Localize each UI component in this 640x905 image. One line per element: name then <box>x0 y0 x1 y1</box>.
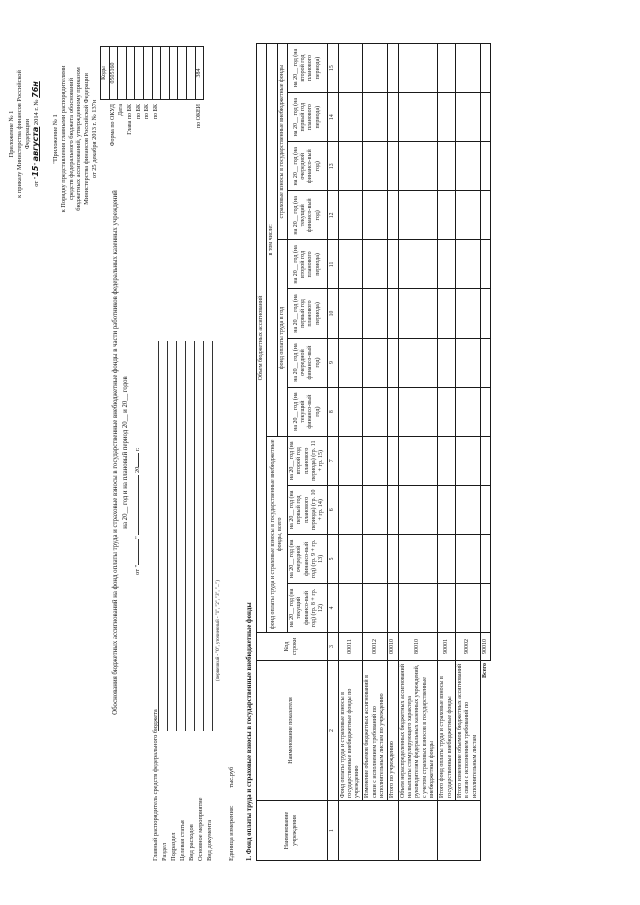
codes-table <box>100 46 204 149</box>
value-cell[interactable] <box>388 240 398 289</box>
value-cell[interactable] <box>455 534 480 583</box>
header-year: на 20__ год (на первый год планового периода) (гр. 10 + гр. 14) <box>287 485 327 534</box>
value-cell[interactable] <box>438 289 456 338</box>
meta-field <box>158 341 159 731</box>
value-cell[interactable] <box>363 44 388 93</box>
form-date <box>134 448 142 575</box>
value-cell[interactable] <box>398 142 438 191</box>
value-cell[interactable] <box>338 289 363 338</box>
table-row <box>438 44 456 861</box>
column-number: 2 <box>327 661 338 801</box>
order-year: 2014 г. № <box>33 99 41 126</box>
header-year: на 20__ год (на текущий финансо-вый год) (гр. 8 + гр. 12) <box>287 583 327 632</box>
date-from: от " <box>134 564 141 575</box>
unit-value: тыс.руб <box>228 766 235 788</box>
header-year: на 20__ год (на очередной финансо-вый год) <box>287 142 327 191</box>
value-cell[interactable] <box>455 583 480 632</box>
value-cell[interactable] <box>438 44 456 93</box>
row-indicator: Объем нераспределенных бюджетных ассигнований на выплаты стимулирующего характера руководителям федеральных казенных учреждений, с учетом страховых взносов в государственные внебюджетные фонды <box>398 661 438 801</box>
row-code: 00012 <box>363 633 388 661</box>
header-fot: фонд оплаты труда в год <box>277 240 287 436</box>
header-year: на 20__ год (на первый год планового периода) <box>287 93 327 142</box>
value-cell[interactable] <box>363 289 388 338</box>
value-cell[interactable] <box>455 240 480 289</box>
meta-field <box>194 341 195 731</box>
value-cell[interactable] <box>338 142 363 191</box>
header-year: на 20__ год (на очередной финансо-вый год) <box>287 338 327 387</box>
code-label <box>161 100 170 150</box>
header-year: на 20__ год (на второй год планового периода) <box>287 44 327 93</box>
value-cell[interactable] <box>480 289 490 338</box>
code-label: по ОКЕИ <box>195 104 202 129</box>
value-cell[interactable] <box>388 436 398 485</box>
code-label: по БК <box>135 104 142 120</box>
order-date-line <box>31 24 41 244</box>
value-cell[interactable] <box>388 583 398 632</box>
value-cell[interactable] <box>398 44 438 93</box>
value-cell[interactable] <box>480 436 490 485</box>
code-value <box>169 47 178 100</box>
title-main: Обоснования бюджетных ассигнований на фонд оплаты труда и страховые взносы в государственные внебюджетные фонды в части работников федеральных казенных учреждений <box>112 190 119 715</box>
table-row <box>455 44 480 861</box>
value-cell[interactable] <box>398 338 438 387</box>
header-year: на 20__ год (на текущий финансо-вый год) <box>287 387 327 436</box>
value-cell[interactable] <box>438 485 456 534</box>
doc-type-hint: (первичный - "0", уточненный - "1", "2", "3", "...") <box>216 580 221 681</box>
appendix-2-line: средств федерального бюджета обоснований <box>67 77 75 201</box>
value-cell[interactable] <box>455 387 480 436</box>
meta-field <box>167 341 168 731</box>
value-cell[interactable] <box>438 338 456 387</box>
value-cell[interactable] <box>455 142 480 191</box>
value-cell[interactable] <box>480 240 490 289</box>
table-row <box>338 44 363 861</box>
value-cell[interactable] <box>388 485 398 534</box>
row-code: 00010 <box>388 633 398 661</box>
value-cell[interactable] <box>438 240 456 289</box>
title-period: на 20__ год и на плановый период 20__ и 20__ годов <box>122 376 130 529</box>
value-cell[interactable] <box>455 338 480 387</box>
code-value: 384 <box>195 47 204 100</box>
row-indicator: Итого по учреждению <box>388 661 398 801</box>
row-indicator: Фонд оплаты труда и страховые взносы в государственные внебюджетные фонды по учреждению <box>338 661 363 801</box>
order-month: августа <box>31 126 41 162</box>
meta-label: Вид документа <box>206 819 213 861</box>
value-cell[interactable] <box>338 240 363 289</box>
row-indicator: Итого изменение объемов бюджетных ассигнований в связи с исполнением требований по исполнительным листам <box>455 661 480 801</box>
code-value <box>135 47 144 100</box>
value-cell[interactable] <box>388 387 398 436</box>
value-cell[interactable] <box>480 44 490 93</box>
column-number: 10 <box>327 289 338 338</box>
value-cell[interactable] <box>363 93 388 142</box>
total-row <box>480 44 490 861</box>
value-cell[interactable] <box>398 534 438 583</box>
code-value <box>126 47 135 100</box>
code-value <box>161 47 170 100</box>
unit-line <box>228 767 236 861</box>
value-cell[interactable] <box>338 44 363 93</box>
row-code: 80010 <box>398 633 438 661</box>
appendix-2-line: от 25 декабря 2013 г. № 137н <box>91 99 99 179</box>
header-year: на 20__ год (на текущий финансо-вый год) <box>287 191 327 240</box>
value-cell[interactable] <box>480 534 490 583</box>
meta-label: Раздел <box>161 842 168 861</box>
column-number: 8 <box>327 387 338 436</box>
table-row <box>363 44 388 861</box>
header-indicator: Наименование показателя <box>257 661 328 801</box>
value-cell[interactable] <box>398 387 438 436</box>
value-cell[interactable] <box>363 534 388 583</box>
value-cell[interactable] <box>398 485 438 534</box>
institution-cell[interactable] <box>438 801 481 861</box>
column-number: 15 <box>327 44 338 93</box>
meta-label: Целевая статья <box>179 820 186 861</box>
appendix-1-line: Приложение № 1 <box>8 110 15 158</box>
value-cell[interactable] <box>480 93 490 142</box>
form-meta <box>152 341 221 861</box>
column-numbers-row <box>327 44 338 861</box>
date-end: г. <box>134 447 141 452</box>
order-day: 15 <box>31 165 41 177</box>
value-cell[interactable] <box>363 485 388 534</box>
code-label: Форма по ОКУД <box>109 104 116 147</box>
value-cell[interactable] <box>455 191 480 240</box>
meta-field <box>185 341 186 731</box>
header-fot-insurance: фонд оплаты труда и страховые взносы в государственные внебюджетные фонды, всего <box>267 436 288 632</box>
value-cell[interactable] <box>438 534 456 583</box>
value-cell[interactable] <box>388 338 398 387</box>
row-code: 90002 <box>455 633 480 661</box>
value-cell[interactable] <box>338 93 363 142</box>
header-year: на 20__ год (на очередной финансо-вый год) (гр. 9 + гр. 13) <box>287 534 327 583</box>
value-cell[interactable] <box>338 338 363 387</box>
code-value <box>152 47 161 100</box>
value-cell[interactable] <box>480 583 490 632</box>
appendix-2-line: Министерства финансов Российской Федерации <box>83 73 91 205</box>
appendix-2-line: к Порядку представления главными распорядителями <box>59 65 67 213</box>
value-cell[interactable] <box>363 191 388 240</box>
appendix-2-line: бюджетных ассигнований, утвержденному приказом <box>75 67 83 211</box>
code-value: 0505160 <box>109 47 118 100</box>
code-label: Глава по БК <box>126 104 133 135</box>
column-number: 3 <box>327 633 338 661</box>
row-indicator: Изменение объемов бюджетных ассигнований в связи с исполнением требований по исполнительным листам по учреждению <box>363 661 388 801</box>
value-cell[interactable] <box>455 289 480 338</box>
meta-label: Главный распорядитель средств федерального бюджета <box>152 709 159 861</box>
code-value <box>178 47 187 100</box>
appendix-2-note <box>52 24 99 254</box>
value-cell[interactable] <box>338 387 363 436</box>
code-label <box>186 100 195 150</box>
value-cell[interactable] <box>455 485 480 534</box>
code-value <box>186 47 195 100</box>
meta-field <box>203 341 204 731</box>
row-indicator: Итого фонд оплаты труда и страховые взносы в государственные внебюджетные фонды <box>438 661 456 801</box>
value-cell[interactable] <box>388 289 398 338</box>
institution-cell[interactable] <box>338 801 398 861</box>
table-row <box>398 44 438 861</box>
code-label <box>169 100 178 150</box>
value-cell[interactable] <box>438 436 456 485</box>
code-value <box>143 47 152 100</box>
value-cell[interactable] <box>398 93 438 142</box>
value-cell[interactable] <box>480 485 490 534</box>
value-cell[interactable] <box>455 93 480 142</box>
column-number: 7 <box>327 436 338 485</box>
column-number: 13 <box>327 142 338 191</box>
unit-label: Единица измерения: <box>228 805 235 861</box>
value-cell[interactable] <box>338 583 363 632</box>
meta-label: Основное мероприятие <box>197 797 204 861</box>
total-code: 90010 <box>480 633 490 661</box>
value-cell[interactable] <box>363 436 388 485</box>
value-cell[interactable] <box>398 240 438 289</box>
appendix-1-note <box>8 24 41 244</box>
meta-label: Подраздел <box>170 832 177 861</box>
value-cell[interactable] <box>438 93 456 142</box>
value-cell[interactable] <box>363 142 388 191</box>
meta-label: Вид расходов <box>188 824 195 861</box>
value-cell[interactable] <box>338 436 363 485</box>
value-cell[interactable] <box>388 93 398 142</box>
column-number: 4 <box>327 583 338 632</box>
value-cell[interactable] <box>338 191 363 240</box>
header-institution: Наименование учреждения <box>257 801 328 861</box>
header-including: в том числе: <box>267 44 277 437</box>
value-cell[interactable] <box>438 191 456 240</box>
code-label <box>178 100 187 150</box>
header-year: на 20__ год (на второй год планового периода) <box>287 240 327 289</box>
value-cell[interactable] <box>388 44 398 93</box>
header-insurance: страховые взносы в государственные внебюджетные фонды <box>277 44 287 240</box>
order-quote: " <box>33 162 41 166</box>
date-year: 20 <box>134 466 141 474</box>
column-number: 14 <box>327 93 338 142</box>
meta-field <box>212 341 213 731</box>
value-cell[interactable] <box>363 240 388 289</box>
row-code: 90001 <box>438 633 456 661</box>
code-label: по БК <box>144 104 151 120</box>
code-label: по БК <box>152 104 159 120</box>
column-number: 6 <box>327 485 338 534</box>
value-cell[interactable] <box>480 338 490 387</box>
header-year: на 20__ год (на первый год планового периода) <box>287 289 327 338</box>
value-cell[interactable] <box>438 387 456 436</box>
meta-field <box>176 341 177 731</box>
document-title <box>112 40 131 865</box>
value-cell[interactable] <box>455 436 480 485</box>
header-volume: Объем бюджетных ассигнований <box>257 44 267 633</box>
order-number: 76н <box>31 81 41 98</box>
value-cell[interactable] <box>363 583 388 632</box>
table-row <box>388 44 398 861</box>
code-label: Дата <box>118 104 125 116</box>
institution-cell[interactable] <box>398 801 438 861</box>
value-cell[interactable] <box>438 142 456 191</box>
value-cell[interactable] <box>398 289 438 338</box>
value-cell[interactable] <box>388 534 398 583</box>
value-cell[interactable] <box>363 338 388 387</box>
value-cell[interactable] <box>438 583 456 632</box>
appendix-2-line: "Приложение № 1 <box>52 114 59 164</box>
header-code: Код строки <box>257 633 328 661</box>
appendix-1-line: к приказу Министерства финансов Российской <box>15 70 23 198</box>
column-number: 12 <box>327 191 338 240</box>
budget-table <box>256 43 491 861</box>
value-cell[interactable] <box>363 387 388 436</box>
column-number: 9 <box>327 338 338 387</box>
value-cell[interactable] <box>480 387 490 436</box>
header-year: на 20__ год (на второй год планового периода) (гр. 11 + гр. 15) <box>287 436 327 485</box>
column-number: 1 <box>327 801 338 861</box>
value-cell[interactable] <box>455 44 480 93</box>
code-value <box>118 47 127 100</box>
column-number: 5 <box>327 534 338 583</box>
value-cell[interactable] <box>388 142 398 191</box>
column-number: 11 <box>327 240 338 289</box>
order-prefix: от " <box>33 176 41 187</box>
value-cell[interactable] <box>398 583 438 632</box>
total-label: Всего <box>480 661 490 861</box>
value-cell[interactable] <box>338 534 363 583</box>
value-cell[interactable] <box>480 191 490 240</box>
row-code: 00011 <box>338 633 363 661</box>
value-cell[interactable] <box>398 436 438 485</box>
codes-header: Коды <box>101 47 110 100</box>
value-cell[interactable] <box>388 191 398 240</box>
value-cell[interactable] <box>398 191 438 240</box>
section-title: 1. Фонд оплаты труда и страховые взносы в государственные внебюджетные фонды <box>246 602 253 861</box>
value-cell[interactable] <box>480 142 490 191</box>
date-quote: " <box>134 536 141 539</box>
value-cell[interactable] <box>338 485 363 534</box>
appendix-1-line: Федерации <box>23 118 31 150</box>
